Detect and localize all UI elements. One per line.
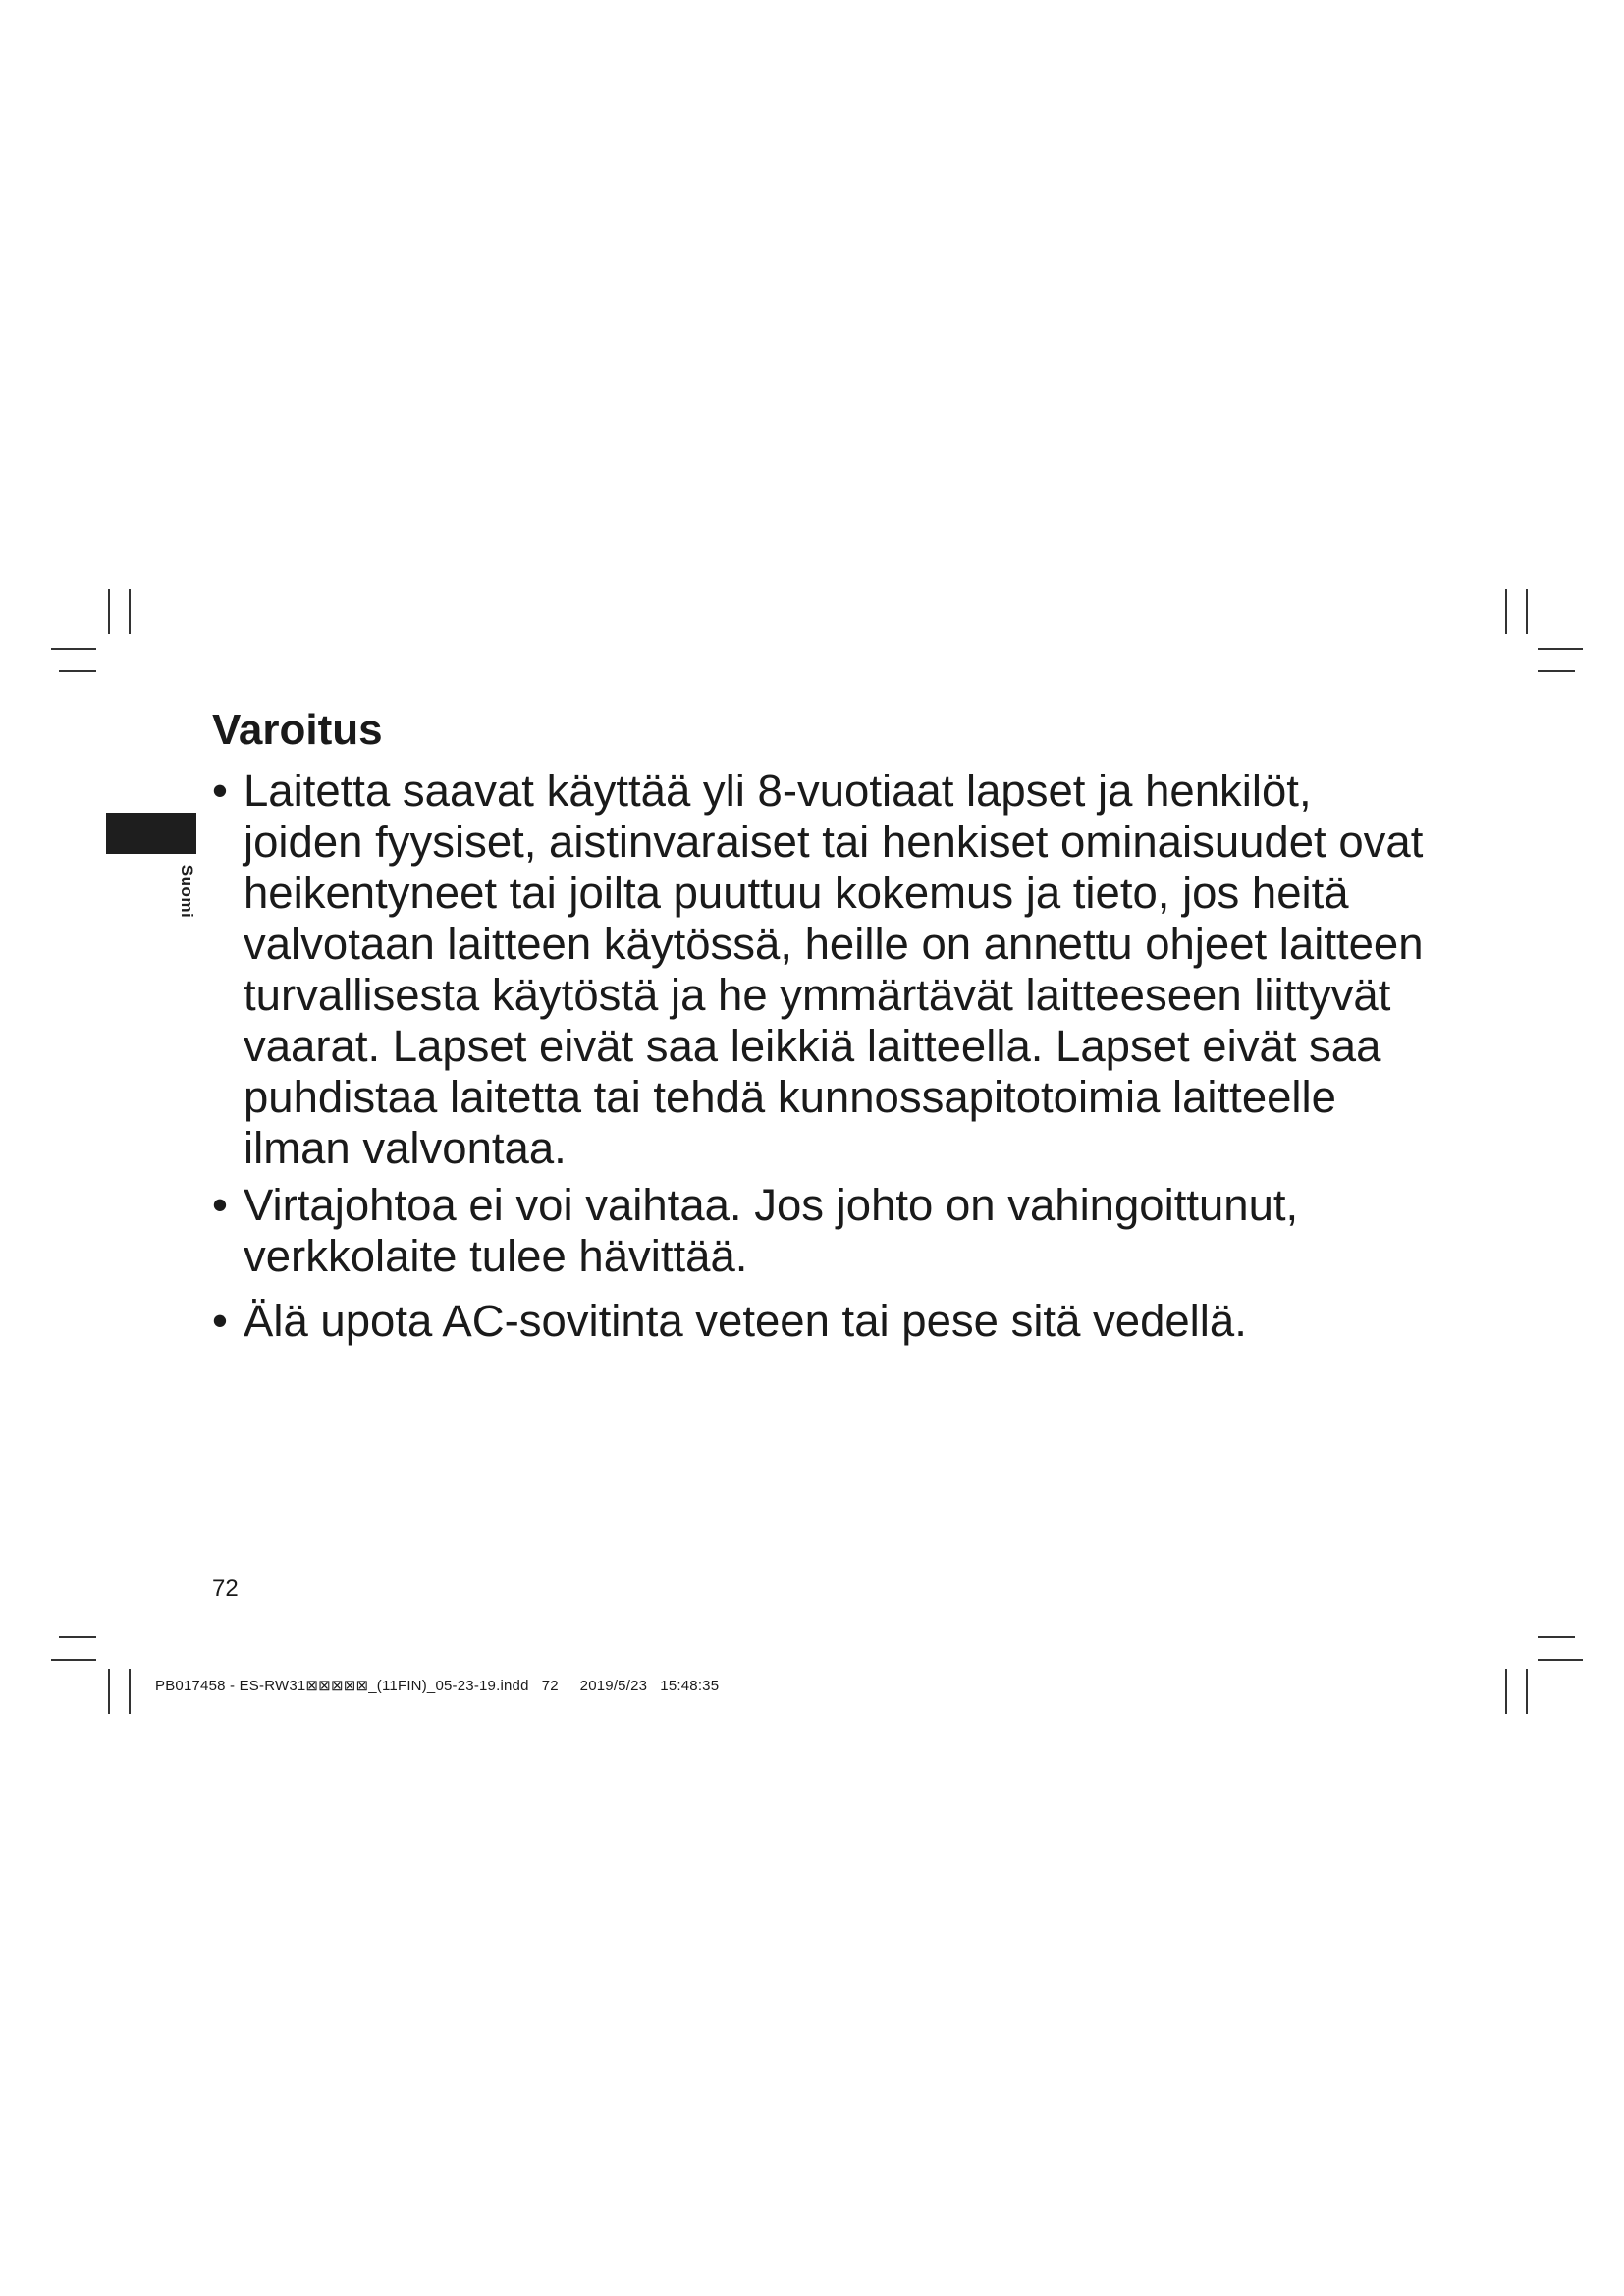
crop-mark-top-left-vertical-2 [129,589,131,634]
crop-mark-top-right-horizontal-2 [1538,670,1575,672]
crop-mark-bottom-right-vertical-2 [1526,1669,1528,1714]
language-label: Suomi [178,864,196,919]
crop-mark-top-left-horizontal-2 [59,670,96,672]
warning-item-2 [212,1180,1439,1282]
crop-mark-bottom-left-vertical-2 [129,1669,131,1714]
crop-mark-bottom-right-horizontal-1 [1538,1636,1575,1638]
crop-mark-bottom-left-horizontal-1 [59,1636,96,1638]
print-slug: PB017458 - ES-RW31⊠⊠⊠⊠⊠_(11FIN)_05-23-19.indd 72 2019/5/23 15:48:35 [155,1678,720,1694]
bullet-glyph: • [212,1296,228,1346]
warning-item-text: Laitetta saavat käyttää yli 8-vuotiaat lapset ja henkilöt, joiden fyysiset, aistinvaraiset tai henkiset ominaisuudet ovat heikentyneet tai joilta puuttuu kokemus ja tieto, jos heitä valvotaan laitteen käytössä, heille on annettu ohjeet laitteen turvallisesta käytöstä ja he ymmärtävät laitteeseen liittyvät vaarat. Lapset eivät saa leikkiä laitteella. Lapset eivät saa puhdistaa laitetta tai tehdä kunnossapitotoimia laitteelle ilman valvontaa. [244,766,1424,1173]
crop-mark-bottom-left-horizontal-2 [51,1659,96,1661]
crop-mark-top-right-horizontal-1 [1538,648,1583,650]
crop-mark-bottom-right-vertical-1 [1505,1669,1507,1714]
warning-item-text: Virtajohtoa ei voi vaihtaa. Jos johto on vahingoittunut, verkkolaite tulee hävittää. [244,1180,1299,1281]
warning-list [212,766,1439,1347]
warning-item-1 [212,766,1439,1174]
page-number: 72 [212,1575,239,1602]
crop-mark-bottom-right-horizontal-2 [1538,1659,1583,1661]
warning-item-text: Älä upota AC-sovitinta veteen tai pese sitä vedellä. [244,1296,1247,1346]
section-heading: Varoitus [212,706,383,754]
warning-section [212,699,1439,1347]
bullet-glyph: • [212,766,228,816]
bullet-glyph: • [212,1180,228,1230]
crop-mark-top-right-vertical-2 [1526,589,1528,634]
crop-mark-top-right-vertical-1 [1505,589,1507,634]
crop-mark-top-left-vertical-1 [108,589,110,634]
warning-item-3 [212,1296,1439,1347]
crop-mark-top-left-horizontal-1 [51,648,96,650]
language-tab-marker [106,813,196,854]
crop-mark-bottom-left-vertical-1 [108,1669,110,1714]
